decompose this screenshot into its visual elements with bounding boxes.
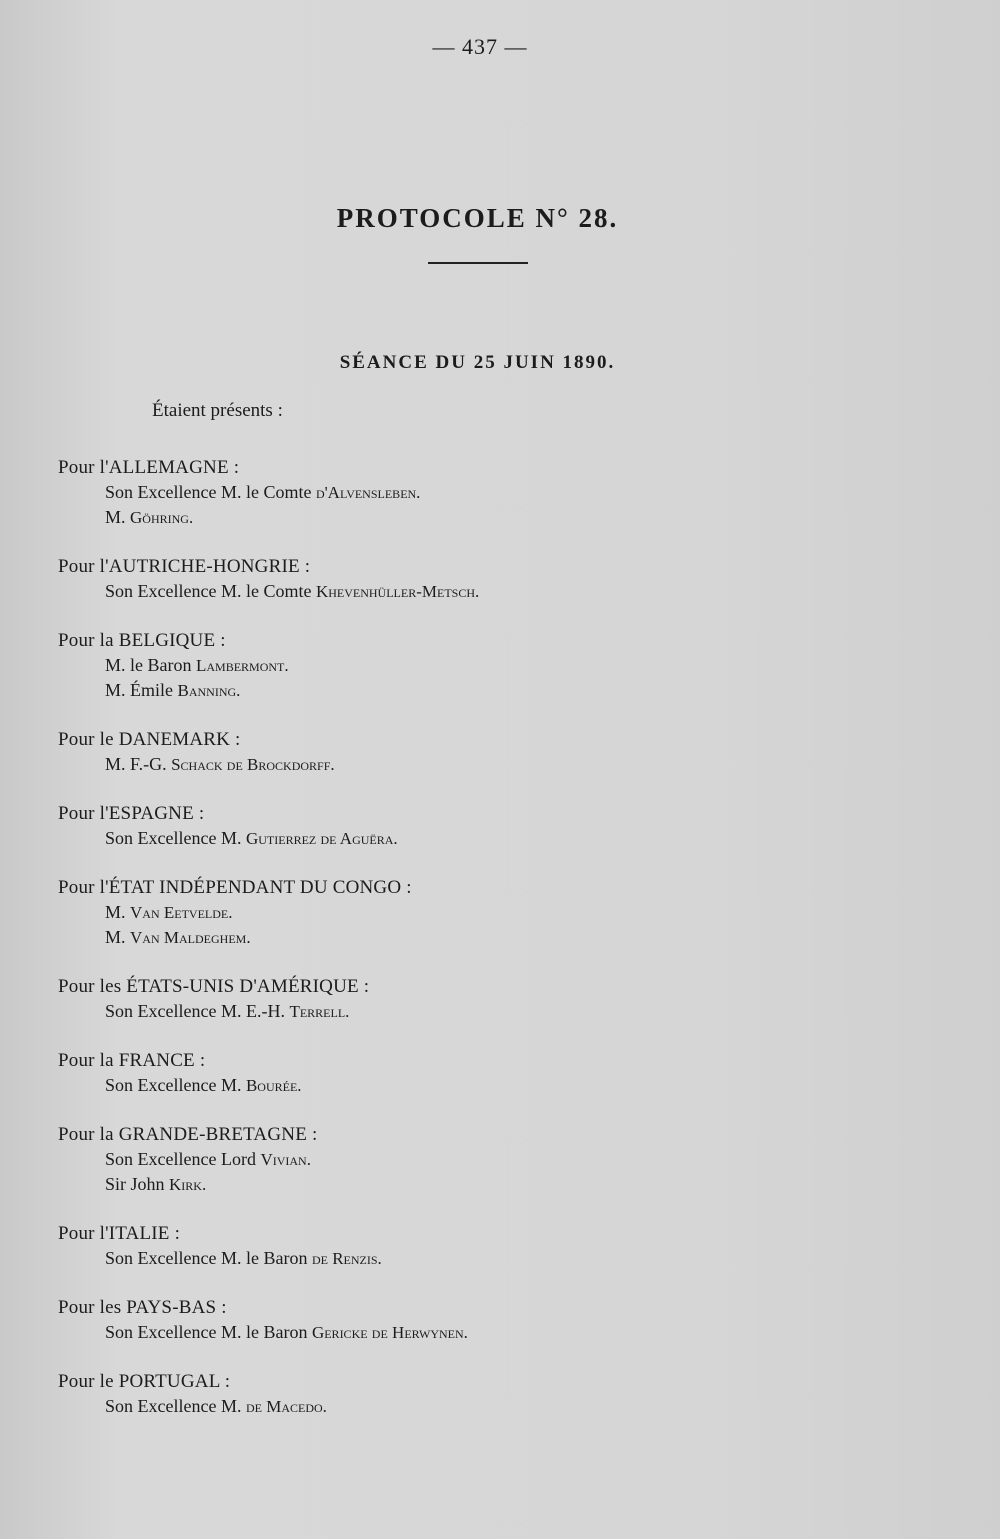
- delegate-title: Son Excellence M. le Baron: [105, 1248, 312, 1268]
- country-heading: Pour l'ÉTAT INDÉPENDANT DU CONGO :: [58, 877, 412, 898]
- country-heading: Pour la GRANDE-BRETAGNE :: [58, 1124, 318, 1145]
- delegate-name: Schack de Brockdorff.: [171, 755, 335, 774]
- delegate-name: Bourée.: [245, 1076, 302, 1095]
- delegate-name: Vivian.: [260, 1150, 311, 1169]
- delegate-name: Terrell.: [289, 1002, 350, 1021]
- delegation-block: [58, 628, 958, 703]
- country-heading: Pour les ÉTATS-UNIS D'AMÉRIQUE :: [58, 976, 370, 997]
- country-heading: Pour le DANEMARK :: [58, 729, 241, 750]
- delegate-title: Sir John: [105, 1174, 170, 1194]
- seance-heading: SÉANCE DU 25 JUIN 1890.: [339, 352, 616, 373]
- delegate-name: Göhring.: [130, 508, 194, 527]
- country-heading: Pour la BELGIQUE :: [58, 630, 226, 651]
- delegation-block: [58, 727, 958, 777]
- delegate-title: M. F.-G.: [105, 754, 172, 774]
- delegation-block: [58, 554, 958, 604]
- country-heading: Pour la FRANCE :: [58, 1050, 206, 1071]
- delegate-line: [58, 752, 958, 777]
- delegate-title: M. le Baron: [105, 655, 196, 675]
- delegate-title: M.: [105, 927, 131, 947]
- delegate-name: Kirk.: [169, 1175, 207, 1194]
- delegate-title: Son Excellence M. le Baron: [105, 1322, 312, 1342]
- delegation-block: [58, 1369, 958, 1419]
- delegate-name: de Renzis.: [311, 1249, 382, 1268]
- delegation-block: [58, 875, 958, 950]
- country-heading: Pour l'ALLEMAGNE :: [58, 457, 240, 478]
- delegation-block: [58, 974, 958, 1024]
- delegate-title: Son Excellence M.: [105, 828, 246, 848]
- delegate-line: [58, 505, 958, 530]
- delegate-line: [58, 900, 958, 925]
- delegate-title: M. Émile: [105, 680, 178, 700]
- delegation-block: [58, 1048, 958, 1098]
- delegate-line: [58, 678, 958, 703]
- delegation-block: [58, 455, 958, 530]
- delegate-line: [58, 1172, 958, 1197]
- country-heading: Pour l'ITALIE :: [58, 1223, 181, 1244]
- delegate-line: [58, 1073, 958, 1098]
- delegation-block: [58, 1122, 958, 1197]
- delegate-line: [58, 999, 958, 1024]
- delegate-line: [58, 480, 958, 505]
- delegate-line: [58, 1320, 958, 1345]
- country-heading: Pour les PAYS-BAS :: [58, 1297, 227, 1318]
- delegate-line: [58, 579, 958, 604]
- title-rule: [428, 262, 528, 264]
- country-heading: Pour l'ESPAGNE :: [58, 803, 205, 824]
- delegate-name: de Macedo.: [245, 1397, 327, 1416]
- protocol-title: PROTOCOLE N° 28.: [336, 203, 619, 233]
- delegate-line: [58, 1147, 958, 1172]
- delegate-line: [58, 826, 958, 851]
- delegation-block: [58, 801, 958, 851]
- country-heading: Pour le PORTUGAL :: [58, 1371, 231, 1392]
- page-number: — 437 —: [432, 34, 528, 59]
- delegate-line: [58, 1246, 958, 1271]
- delegation-block: [58, 1221, 958, 1271]
- delegate-title: M.: [105, 902, 131, 922]
- delegate-title: Son Excellence M. E.-H.: [105, 1001, 290, 1021]
- delegation-block: [58, 1295, 958, 1345]
- delegate-line: [58, 1394, 958, 1419]
- delegate-name: Gutierrez de Aguëra.: [245, 829, 398, 848]
- presents-label: Étaient présents :: [152, 400, 283, 421]
- delegate-title: Son Excellence M.: [105, 1396, 246, 1416]
- delegate-title: M.: [105, 507, 131, 527]
- delegate-title: Son Excellence M. le Comte: [105, 482, 316, 502]
- delegate-name: Van Eetvelde.: [130, 903, 233, 922]
- country-heading: Pour l'AUTRICHE-HONGRIE :: [58, 556, 311, 577]
- delegate-name: Van Maldeghem.: [130, 928, 251, 947]
- delegation-list: [58, 455, 958, 1443]
- delegate-line: [58, 653, 958, 678]
- delegate-title: Son Excellence Lord: [105, 1149, 261, 1169]
- delegate-name: Khevenhüller-Metsch.: [315, 582, 480, 601]
- delegate-name: Lambermont.: [195, 656, 289, 675]
- delegate-title: Son Excellence M.: [105, 1075, 246, 1095]
- delegate-title: Son Excellence M. le Comte: [105, 581, 316, 601]
- delegate-name: Banning.: [177, 681, 241, 700]
- delegate-name: Gericke de Herwynen.: [311, 1323, 468, 1342]
- delegate-name: d'Alvensleben.: [315, 483, 421, 502]
- delegate-line: [58, 925, 958, 950]
